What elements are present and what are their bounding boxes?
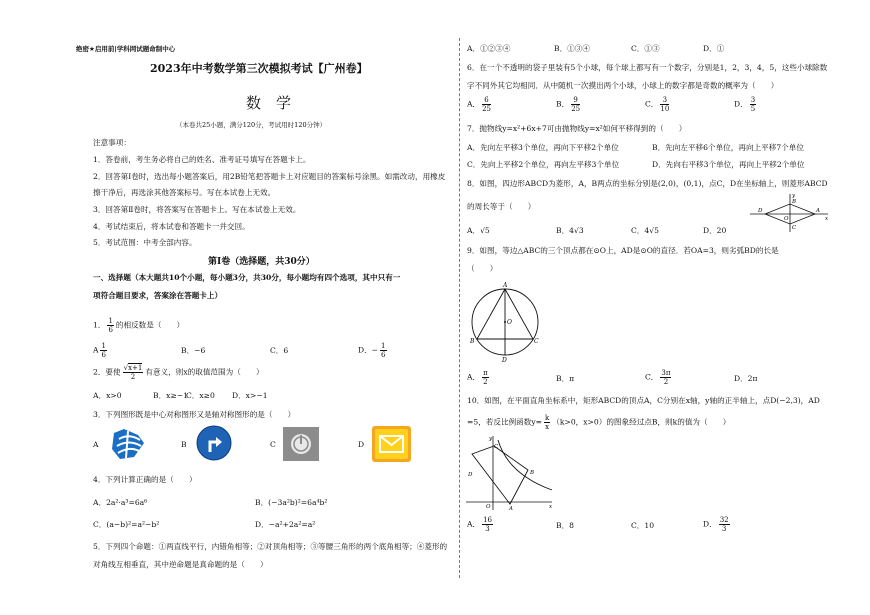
q1-option-a[interactable]: A $\frac{1}{6}$ [93,342,106,359]
q3-option-b-label[interactable]: B [181,440,187,449]
q10-label-a: A [509,506,513,512]
q5-option-d[interactable]: D．① [703,44,725,53]
power-button-icon[interactable] [283,427,319,461]
q7-option-b[interactable]: B．先向左平移6个单位，再向上平移7个单位 [652,143,804,152]
q6-line-2: 字不同外其它均相同．从中随机一次摸出两个小球，小球上的数字都是奇数的概率为（ ） [467,81,779,90]
q9-line-2: （ ） [467,264,498,273]
road-sign-icon[interactable] [196,425,232,461]
q5-line-2: 对角线互相垂直，其中逆命题是真命题的是（ ） [93,560,268,569]
q9-line-1: 9．如图，等边△ABC的三个顶点都在⊙O上，AD是⊙O的直径．若OA=3，则劣弧BD的长是 [467,246,779,255]
q9-label-d: D [502,357,507,364]
exam-info: （本卷共25小题，满分120分，考试用时120分钟） [176,121,327,129]
q8-label-b: B [792,199,797,205]
section-instructions-1: 一、选择题（本大题共10个小题，每小题3分，共30分，每小题均有四个选项，其中只有一 [93,273,401,282]
q10-coordinate-figure [464,434,554,512]
note-2: 2．回答第Ⅰ卷时，选出每小题答案后，用2B铅笔把答题卡上对应题目的答案标号涂黑。如需改动，用橡皮 [93,172,446,181]
q2-option-c[interactable]: C．x≥0 [186,391,215,400]
q8-option-c[interactable]: C．4√5 [631,226,659,235]
q5-option-c[interactable]: C．①③ [631,44,660,53]
q7-stem: 7．抛物线y=x²+6x+7可由抛物线y=x²如何平移得到的（ ） [467,124,687,133]
q10-line-2: =5，若反比例函数y= $\frac{k}{x}$ （k>0，x>0）的图象经过点B，则k的值为（ ） [467,414,731,431]
notes-heading: 注意事项： [93,138,131,147]
q6-option-c[interactable]: C． $\frac{3}{10}$ [645,96,670,113]
q9-option-d[interactable]: D．2π [734,374,758,383]
q8-option-d[interactable]: D．20 [703,226,727,235]
q2-option-b[interactable]: B．x≥−1 [153,391,189,400]
note-2-cont: 擦干净后，再选涂其他答案标号。写在本试卷上无效。 [93,188,276,197]
q6-line-1: 6．在一个不透明的袋子里装有5个小球，每个球上都写有一个数字，分别是1，2，3，4，5，这些小球除数 [467,63,828,72]
q7-option-c[interactable]: C．先向上平移2个单位，再向左平移3个单位 [467,160,620,169]
q8-line-1: 8．如图，四边形ABCD为菱形，A，B两点的坐标分别是(2,0)，(0,1)，点C，D在坐标轴上，则菱形ABCD [467,179,828,188]
q8-label-o: O [784,216,789,222]
subject-title: 数 学 [246,94,292,112]
q7-option-d[interactable]: D．先向右平移3个单位，再向上平移2个单位 [652,160,805,169]
q3-option-a-label[interactable]: A [93,440,99,449]
q1-option-b[interactable]: B．−6 [181,346,206,355]
q2-option-a[interactable]: A．x>0 [93,391,122,400]
q10-option-a[interactable]: A． $\frac{16}{3}$ [467,516,492,533]
q10-label-d: D [468,472,473,478]
q4-stem: 4．下列计算正确的是（ ） [93,475,197,484]
confidential-label: 绝密★启用前|学科网试题命制中心 [76,45,176,53]
q8-label-a: A [816,208,820,214]
q10-label-x: x [549,504,553,510]
section-title: 第Ⅰ卷（选择题，共30分） [208,257,315,267]
mail-envelope-icon[interactable] [372,426,411,462]
note-3: 3．回答第Ⅱ卷时，将答案写在答题卡上。写在本试卷上无效。 [93,205,301,214]
q5-option-a[interactable]: A．①②③④ [467,44,511,53]
q1-option-d[interactable]: D．− $\frac{1}{6}$ [358,342,386,359]
q10-option-d[interactable]: D． $\frac{32}{3}$ [703,516,729,533]
q2-stem: 2．要使 $\frac{√x+1}{2}$ 有意义，则x的取值范围为（ ） [93,364,264,381]
q8-label-x: x [825,216,829,222]
q10-label-o: O [486,504,491,510]
q1-option-c[interactable]: C．6 [270,346,289,355]
q10-label-b: B [530,470,535,476]
q3-option-d-label[interactable]: D [358,440,365,449]
q6-option-b[interactable]: B． $\frac{9}{25}$ [556,96,581,113]
q8-option-a[interactable]: A．√5 [467,226,490,235]
q8-label-y: y [792,193,796,199]
exam-title: 2023年中考数学第三次模拟考试【广州卷】 [150,62,368,75]
q4-option-d[interactable]: D．−a²+2a²=a² [255,520,316,529]
q9-option-b[interactable]: B．π [556,374,575,383]
q8-option-b[interactable]: B．4√3 [556,226,584,235]
column-divider [459,38,460,578]
q9-option-c[interactable]: C． $\frac{3\pi}{2}$ [645,369,671,386]
note-5: 5．考试范围：中考全部内容。 [93,238,197,247]
q9-option-a[interactable]: A． $\frac{\pi}{2}$ [467,369,488,386]
q6-option-a[interactable]: A． $\frac{6}{25}$ [467,96,491,113]
q8-label-c: C [792,225,797,231]
q10-option-b[interactable]: B．8 [556,521,575,530]
q3-stem: 3．下列图形既是中心对称图形又是轴对称图形的是（ ） [93,410,296,419]
q4-option-c[interactable]: C．(a−b)²=a²−b² [93,520,160,529]
q4-option-b[interactable]: B．(−3a²b)²=6a⁴b² [255,498,328,507]
q8-line-2: 的周长等于（ ） [467,202,536,211]
section-instructions-2: 项符合题目要求，答案涂在答题卡上） [93,291,223,300]
q1-stem: 1． $\frac{1}{6}$ 的相反数是（ ） [93,317,185,334]
q10-label-c: C [494,444,499,450]
q6-option-d[interactable]: D． $\frac{3}{5}$ [734,96,756,113]
q8-label-d: D [758,208,763,214]
q9-label-b: B [470,338,475,345]
note-4: 4．考试结束后，将本试卷和答题卡一并交回。 [93,222,250,231]
q7-option-a[interactable]: A．先向左平移3个单位，再向下平移2个单位 [467,143,619,152]
q9-label-a: A [503,282,508,289]
q9-label-o: O [507,319,512,326]
note-1: 1．答卷前，考生务必将自己的姓名、准考证号填写在答题卡上。 [93,155,311,164]
q5-option-b[interactable]: B．①③④ [554,44,590,53]
q5-line-1: 5．下列四个命题：①两直线平行，内错角相等；②对顶角相等；③等腰三角形的两个底角相等；④菱形的 [93,542,448,551]
q10-option-c[interactable]: C．10 [631,521,655,530]
q2-option-d[interactable]: D．x>−1 [232,391,268,400]
q9-label-c: C [534,338,539,345]
q9-circle-figure [466,282,546,362]
q10-line-1: 10．如图，在平面直角坐标系中，矩形ABCD的顶点A，C分别在x轴，y轴的正半轴上，点D(−2,3)，AD [467,396,820,405]
q4-option-a[interactable]: A．2a²·a³=6a⁶ [93,498,148,507]
q3-option-c-label[interactable]: C [270,440,276,449]
q8-rhombus-figure [750,194,830,234]
china-mobile-logo-icon[interactable] [110,427,148,461]
q10-label-y: y [489,436,493,442]
